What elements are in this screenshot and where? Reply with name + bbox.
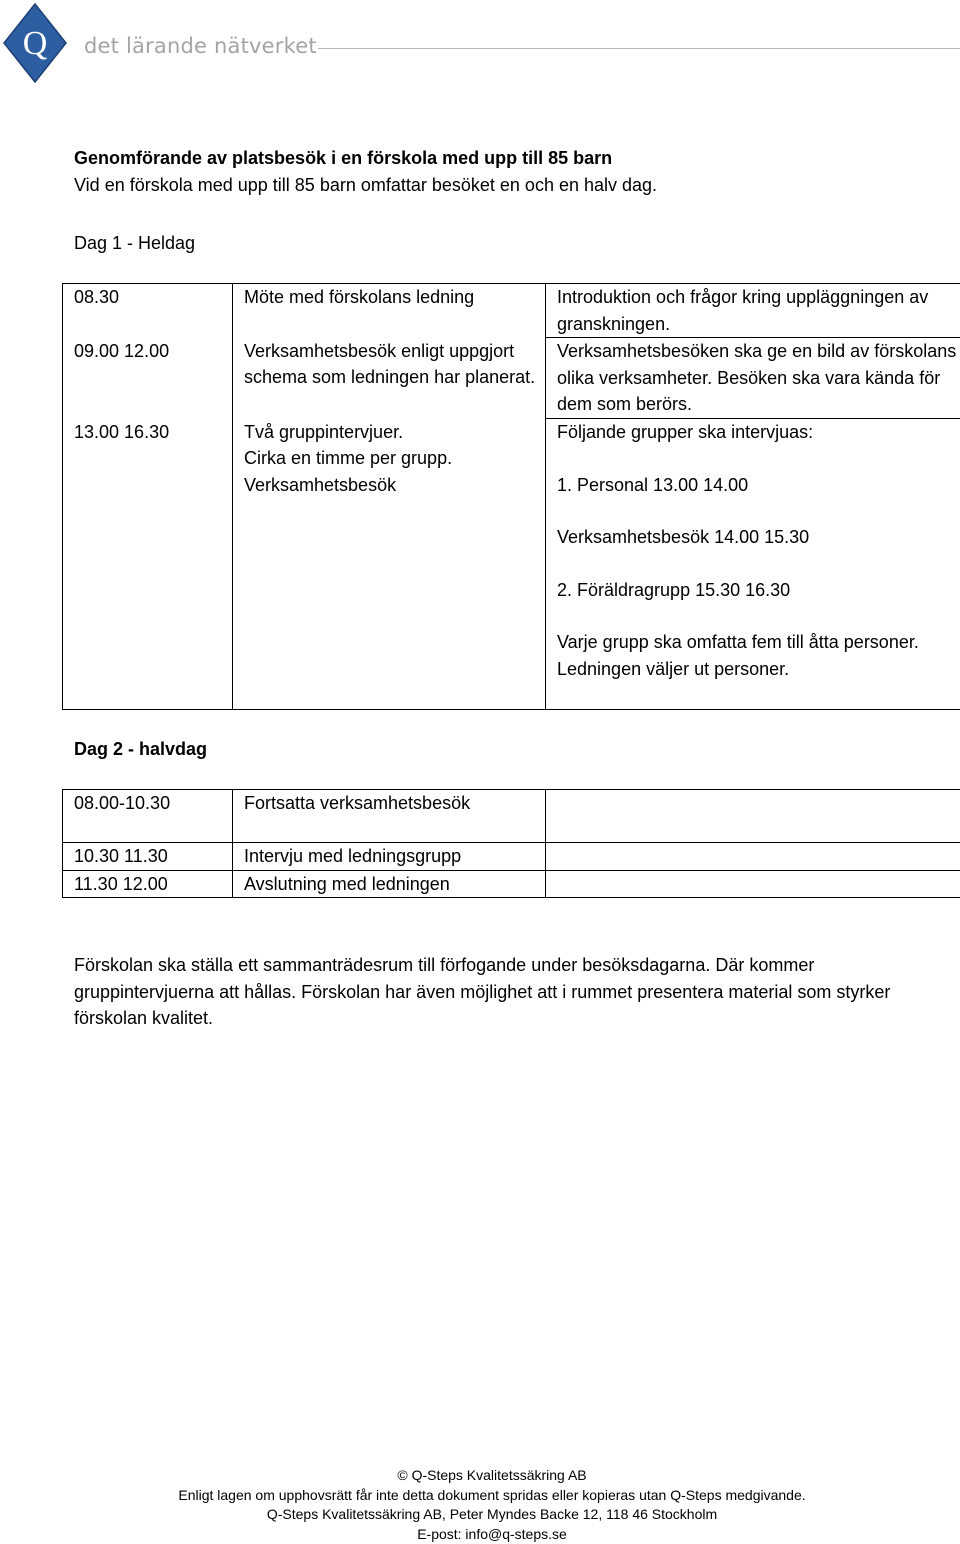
comment-cell: Introduktion och frågor kring uppläggningen av granskningen. [546, 284, 960, 338]
q-steps-logo [2, 2, 68, 84]
table-row [63, 870, 960, 898]
time-cell: 08.30 [63, 284, 233, 338]
comment-cell [546, 843, 960, 871]
day1-schedule-table [62, 283, 960, 710]
time-cell: 09.00 12.00 [63, 338, 233, 419]
comment-paragraph: Verksamhetsbesök 14.00 15.30 [557, 524, 960, 551]
time-cell: 13.00 16.30 [63, 419, 233, 710]
activity-line: Cirka en timme per grupp. [244, 445, 537, 472]
activity-cell: Verksamhetsbesök enligt uppgjort schema som ledningen har planerat. [233, 338, 546, 419]
footer [0, 1466, 960, 1544]
comment-cell [546, 870, 960, 898]
footer-notice: Enligt lagen om upphovsrätt får inte detta dokument spridas eller kopieras utan Q-Steps medgivande. [0, 1486, 960, 1506]
table-row [63, 790, 960, 843]
comment-cell: Verksamhetsbesöken ska ge en bild av förskolans olika verksamheter. Besöken ska vara kända för dem som berörs. [546, 338, 960, 419]
table-row [63, 338, 960, 419]
logo-letter: Q [23, 25, 48, 62]
comment-paragraph: 2. Föräldragrupp 15.30 16.30 [557, 577, 960, 604]
comment-cell [546, 790, 960, 843]
closing-paragraph: Förskolan ska ställa ett sammanträdesrum till förfogande under besöksdagarna. Där kommer gruppintervjuerna att hållas. Förskolan har även möjlighet att i rummet presentera material som styrker förskolan kvalitet. [74, 952, 904, 1032]
activity-cell: Avslutning med ledningen [233, 870, 546, 898]
time-cell: 11.30 12.00 [63, 870, 233, 898]
comment-cell [546, 419, 960, 710]
activity-line: Två gruppintervjuer. [244, 419, 537, 446]
header-divider [318, 48, 960, 49]
day2-schedule-table [62, 789, 960, 898]
comment-paragraph: 1. Personal 13.00 14.00 [557, 472, 960, 499]
document-subtitle: Vid en förskola med upp till 85 barn omfattar besöket en och en halv dag. [74, 172, 657, 198]
table-row [63, 419, 960, 710]
footer-email: E-post: info@q-steps.se [0, 1525, 960, 1544]
tagline: det lärande nätverket [84, 34, 317, 58]
activity-cell: Fortsatta verksamhetsbesök [233, 790, 546, 843]
comment-paragraph: Följande grupper ska intervjuas: [557, 419, 960, 446]
activity-line: Verksamhetsbesök [244, 472, 537, 499]
table-row [63, 843, 960, 871]
activity-cell: Intervju med ledningsgrupp [233, 843, 546, 871]
activity-cell: Möte med förskolans ledning [233, 284, 546, 338]
footer-address: Q-Steps Kvalitetssäkring AB, Peter Myndes Backe 12, 118 46 Stockholm [0, 1505, 960, 1525]
activity-cell [233, 419, 546, 710]
day2-heading: Dag 2 - halvdag [74, 736, 207, 762]
table-row [63, 284, 960, 338]
comment-paragraph: Varje grupp ska omfatta fem till åtta personer. Ledningen väljer ut personer. [557, 629, 960, 682]
day1-heading: Dag 1 - Heldag [74, 230, 195, 256]
document-title: Genomförande av platsbesök i en förskola med upp till 85 barn [74, 145, 612, 171]
time-cell: 10.30 11.30 [63, 843, 233, 871]
time-cell: 08.00-10.30 [63, 790, 233, 843]
footer-copyright: © Q-Steps Kvalitetssäkring AB [0, 1466, 960, 1486]
